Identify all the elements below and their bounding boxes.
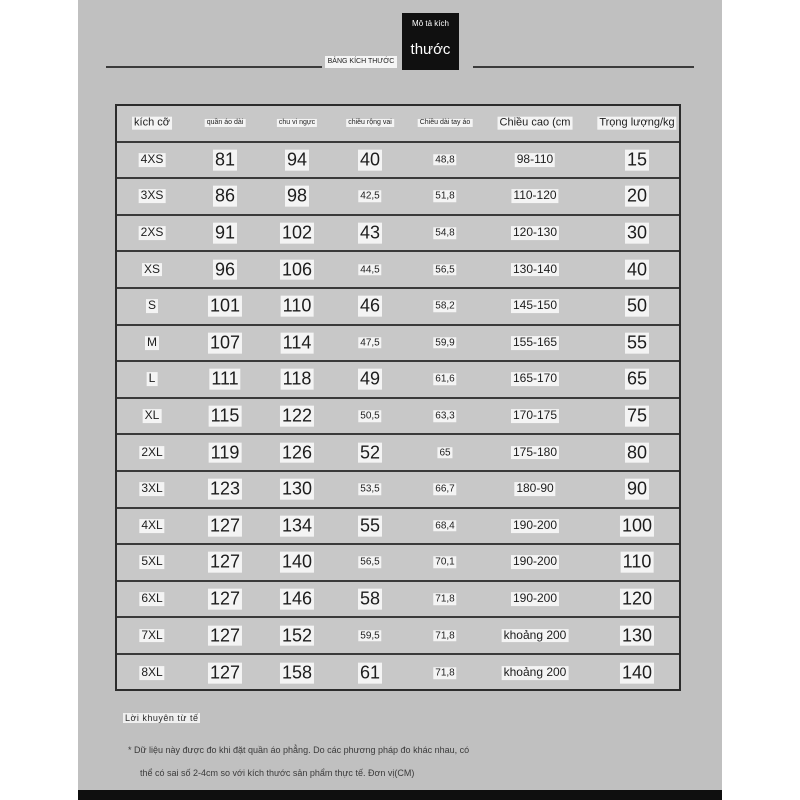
table-cell: 134 [281,515,313,536]
table-cell: 56,5 [360,556,380,568]
size-chart-table [115,104,681,691]
table-cell: khoảng 200 [503,627,567,642]
table-cell: 130 [281,478,313,499]
table-cell: 114 [282,332,312,353]
table-cell: 50 [626,295,648,316]
table-cell: 4XS [140,151,164,166]
table-cell: 127 [209,662,241,683]
table-cell: 115 [210,405,240,426]
table-cell: 110 [282,295,312,316]
table-cell: 71,8 [435,629,455,641]
table-cell: 4XL [141,517,163,532]
table-row [117,655,679,692]
table-cell: 40 [359,149,381,170]
title-line-2: thước [410,41,451,58]
table-cell: 55 [626,332,648,353]
table-cell: 146 [281,588,313,609]
table-row [117,143,679,180]
table-cell: 107 [209,332,241,353]
table-cell: 46 [359,295,381,316]
table-cell: 20 [626,186,648,207]
table-cell: 140 [281,552,313,573]
table-cell: 190-200 [512,517,558,532]
table-cell: 44,5 [360,263,380,275]
table-cell: 5XL [141,554,163,569]
table-cell: 30 [626,222,648,243]
table-cell: 96 [214,259,236,280]
table-cell: 165-170 [512,371,558,386]
table-cell: 81 [214,149,236,170]
table-cell: 155-165 [512,334,558,349]
header-rule-left [106,66,322,68]
table-cell: 170-175 [512,408,558,423]
note-line-2: thể có sai số 2-4cm so với kích thước sản phẩm thực tế. Đơn vị(CM) [140,768,415,778]
table-row [117,472,679,509]
table-cell: 15 [626,149,648,170]
table-cell: 127 [209,588,241,609]
table-row [117,216,679,253]
table-cell: 56,5 [435,263,455,275]
header-rule-right [473,66,694,68]
table-cell: 86 [214,186,236,207]
table-cell: 50,5 [360,410,380,422]
table-cell: khoảng 200 [503,665,567,680]
table-row [117,435,679,472]
table-cell: 68,4 [435,520,455,532]
advice-label: Lời khuyên từ tế [125,713,199,723]
table-cell: 152 [281,625,313,646]
table-cell: 190-200 [512,554,558,569]
table-cell: 106 [281,259,313,280]
table-cell: 175-180 [512,444,558,459]
title-line-1: Mô tả kích [412,19,449,28]
table-cell: 98 [286,186,308,207]
table-cell: 190-200 [512,591,558,606]
table-cell: 126 [281,442,313,463]
table-cell: 127 [209,552,241,573]
table-cell: 71,8 [435,667,455,679]
table-cell: 110 [622,552,652,573]
table-cell: 3XL [141,481,163,496]
header-cell: Chiều cao (cm [499,116,571,129]
table-cell: 75 [626,405,648,426]
table-cell: 3XS [140,188,164,203]
table-cell: 65 [439,446,451,458]
header-cell: Chiều dài tay áo [419,119,471,127]
table-cell: 7XL [141,627,163,642]
title-box [402,13,459,70]
table-cell: 2XL [141,444,163,459]
table-row [117,509,679,546]
bottom-bar [78,790,722,800]
table-cell: 130-140 [512,261,558,276]
table-cell: 123 [209,478,241,499]
table-cell: 51,8 [435,190,455,202]
table-cell: 48,8 [435,154,455,166]
note-line-1: * Dữ liệu này được đo khi đặt quần áo phẳng. Do các phương pháp đo khác nhau, có [128,745,470,755]
table-cell: XS [143,261,161,276]
table-cell: 100 [621,515,653,536]
table-cell: 101 [209,295,241,316]
table-cell: 94 [286,149,308,170]
table-cell: 61 [359,662,381,683]
table-cell: 53,5 [360,483,380,495]
table-cell: 58 [359,588,381,609]
table-row [117,545,679,582]
table-header-row [117,106,679,143]
header-cell: quần áo dài [206,119,244,127]
table-cell: 65 [626,369,648,390]
table-cell: 119 [210,442,240,463]
table-cell: 43 [359,222,381,243]
table-cell: 145-150 [512,298,558,313]
table-cell: 63,3 [435,410,455,422]
table-cell: 52 [359,442,381,463]
table-row [117,399,679,436]
table-cell: 58,2 [435,300,455,312]
table-cell: 47,5 [360,337,380,349]
table-cell: 6XL [141,591,163,606]
table-cell: 2XS [140,225,164,240]
table-cell: 118 [282,369,312,390]
header-cell: kích cỡ [134,116,170,129]
table-cell: XL [144,408,160,423]
header-cell: Trọng lượng/kg [599,116,675,129]
table-row [117,582,679,619]
table-cell: 61,6 [435,373,455,385]
table-row [117,289,679,326]
table-cell: 110-120 [513,188,557,203]
table-cell: 42,5 [360,190,380,202]
table-cell: 180-90 [516,481,554,496]
table-cell: 54,8 [435,227,455,239]
table-subtitle: BẢNG KÍCH THƯỚC [325,56,397,68]
table-row [117,179,679,216]
table-cell: S [147,298,157,313]
table-cell: 127 [209,625,241,646]
table-cell: 158 [281,662,313,683]
table-cell: 140 [621,662,653,683]
table-row [117,252,679,289]
table-cell: 66,7 [435,483,455,495]
table-cell: 130 [621,625,653,646]
table-cell: 120 [621,588,653,609]
table-cell: 91 [214,222,236,243]
table-cell: 90 [626,478,648,499]
table-cell: 71,8 [435,593,455,605]
table-row [117,618,679,655]
table-cell: 49 [359,369,381,390]
table-cell: 55 [359,515,381,536]
table-cell: L [148,371,156,386]
table-row [117,362,679,399]
table-cell: 80 [626,442,648,463]
table-cell: 120-130 [512,225,558,240]
table-row [117,326,679,363]
table-cell: 122 [281,405,313,426]
table-cell: 59,9 [435,337,455,349]
table-cell: M [147,334,157,349]
header-cell: chu vi ngực [278,119,316,127]
table-cell: 59,5 [360,629,380,641]
table-cell: 40 [626,259,648,280]
table-cell: 127 [209,515,241,536]
table-cell: 8XL [141,665,163,680]
table-cell: 102 [281,222,313,243]
table-cell: 98-110 [516,151,554,166]
table-cell: 70,1 [435,556,455,568]
header-cell: chiều rộng vai [348,119,392,127]
table-cell: 111 [211,369,239,390]
